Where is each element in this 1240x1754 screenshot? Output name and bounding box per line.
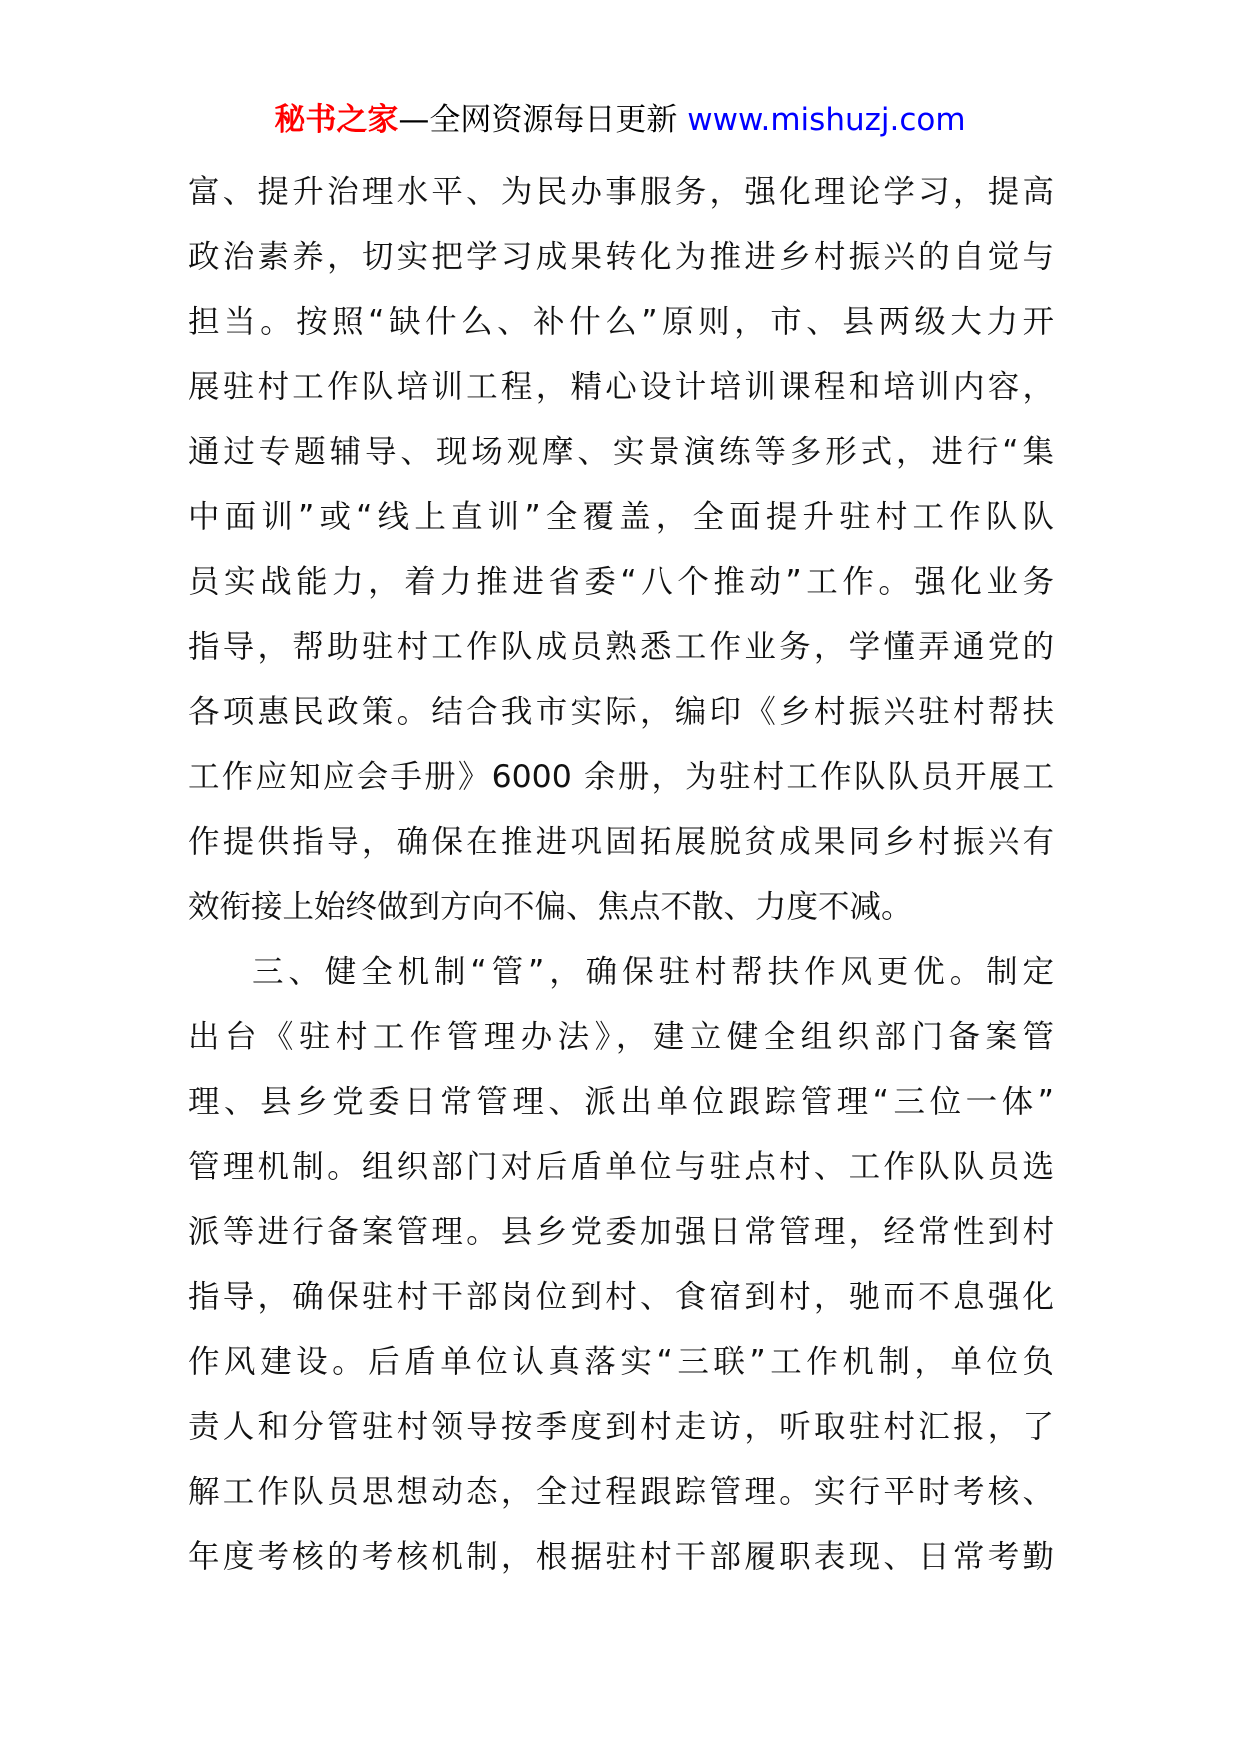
watermark-header <box>0 100 1240 140</box>
header-url[interactable]: www.mishuzj.com <box>687 102 966 138</box>
text-line: 三、健全机制“管”，确保驻村帮扶作风更优。制定 <box>252 954 1054 990</box>
text-line: 作风建设。后盾单位认真落实“三联”工作机制，单位负 <box>188 1344 1054 1380</box>
text-line: 解工作队员思想动态，全过程跟踪管理。实行平时考核、 <box>188 1474 1054 1510</box>
paragraph-2 <box>188 940 1054 1590</box>
text-line: 责人和分管驻村领导按季度到村走访，听取驻村汇报，了 <box>188 1409 1054 1445</box>
text-line: 担当。按照“缺什么、补什么”原则，市、县两级大力开 <box>188 304 1054 340</box>
text-line: 效衔接上始终做到方向不偏、焦点不散、力度不减。 <box>188 889 913 925</box>
text-line: 派等进行备案管理。县乡党委加强日常管理，经常性到村 <box>188 1214 1054 1250</box>
text-line: 作提供指导，确保在推进巩固拓展脱贫成果同乡村振兴有 <box>188 824 1054 860</box>
header-brand: 秘书之家 <box>274 102 399 138</box>
paragraph-1 <box>188 160 1054 940</box>
text-line: 富、提升治理水平、为民办事服务，强化理论学习，提高 <box>188 174 1054 210</box>
text-line: 展驻村工作队培训工程，精心设计培训课程和培训内容， <box>188 369 1054 405</box>
text-line: 出台《驻村工作管理办法》，建立健全组织部门备案管 <box>188 1019 1054 1055</box>
text-line: 指导，帮助驻村工作队成员熟悉工作业务，学懂弄通党的 <box>188 629 1054 665</box>
text-line: 政治素养，切实把学习成果转化为推进乡村振兴的自觉与 <box>188 239 1054 275</box>
text-line: 工作应知应会手册》6000 余册，为驻村工作队队员开展工 <box>188 759 1054 795</box>
text-line: 员实战能力，着力推进省委“八个推动”工作。强化业务 <box>188 564 1054 600</box>
text-line: 各项惠民政策。结合我市实际，编印《乡村振兴驻村帮扶 <box>188 694 1054 730</box>
text-line: 通过专题辅导、现场观摩、实景演练等多形式，进行“集 <box>188 434 1054 470</box>
document-body <box>188 160 1054 1590</box>
text-line: 指导，确保驻村干部岗位到村、食宿到村，驰而不息强化 <box>188 1279 1054 1315</box>
text-line: 中面训”或“线上直训”全覆盖，全面提升驻村工作队队 <box>188 499 1054 535</box>
text-line: 年度考核的考核机制，根据驻村干部履职表现、日常考勤 <box>188 1539 1054 1575</box>
header-tagline: —全网资源每日更新 <box>398 102 678 138</box>
text-line: 理、县乡党委日常管理、派出单位跟踪管理“三位一体” <box>188 1084 1054 1120</box>
text-line: 管理机制。组织部门对后盾单位与驻点村、工作队队员选 <box>188 1149 1054 1185</box>
